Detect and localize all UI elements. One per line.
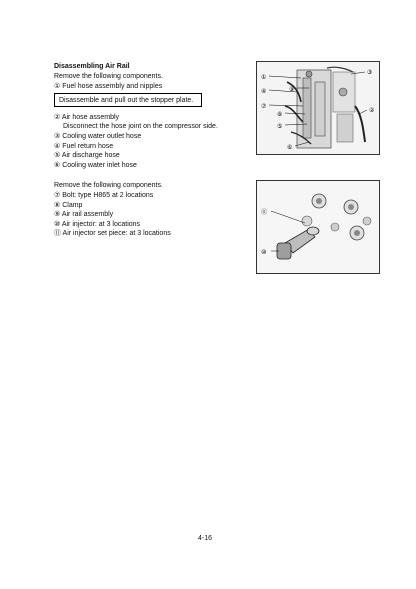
- list-item-1: ① Fuel hose assembly and nipples: [54, 83, 163, 90]
- list-item-6: ⑥ Cooling water inlet hose: [54, 162, 137, 169]
- section-title: Disassembling Air Rail: [54, 63, 130, 70]
- intro-text-1: Remove the following components.: [54, 73, 163, 80]
- callout-11: ⑪: [261, 209, 268, 216]
- list-item-2: ② Air hose assembly: [54, 114, 120, 121]
- list-item-9: ⑨ Air rail assembly: [54, 211, 114, 218]
- callout-2: ②: [369, 107, 375, 114]
- callout-10: ⑩: [261, 249, 267, 256]
- air-injector-illustration: [257, 181, 379, 273]
- list-item-11: ⑪ Air injector set piece: at 3 locations: [54, 230, 171, 237]
- figure-air-injector: [256, 180, 380, 274]
- callout-1: ①: [261, 74, 267, 81]
- callout-7: ⑦: [261, 103, 267, 110]
- figure-engine-hoses: [256, 61, 380, 155]
- page-number: 4-16: [198, 535, 213, 542]
- callout-5: ⑤: [277, 123, 283, 130]
- list-item-7: ⑦ Bolt: type H865 at 2 locations: [54, 192, 154, 199]
- list-item-2-sub: Disconnect the hose joint on the compressor side.: [63, 123, 218, 130]
- callout-8: ⑧: [277, 111, 283, 118]
- list-item-8: ⑧ Clamp: [54, 202, 83, 209]
- list-item-4: ④ Fuel return hose: [54, 143, 114, 150]
- list-item-5: ⑤ Air discharge hose: [54, 152, 120, 159]
- callout-9: ⑨: [289, 86, 295, 93]
- intro-text-2: Remove the following components.: [54, 182, 163, 189]
- note-text: Disassemble and pull out the stopper plate.: [59, 97, 194, 104]
- callout-6: ⑥: [287, 144, 293, 151]
- callout-3: ③: [367, 69, 373, 76]
- note-box: [54, 93, 202, 107]
- list-item-3: ③ Cooling water outlet hose: [54, 133, 142, 140]
- list-item-10: ⑩ Air injector: at 3 locations: [54, 221, 141, 228]
- engine-hoses-illustration: [257, 62, 379, 154]
- callout-4: ④: [261, 88, 267, 95]
